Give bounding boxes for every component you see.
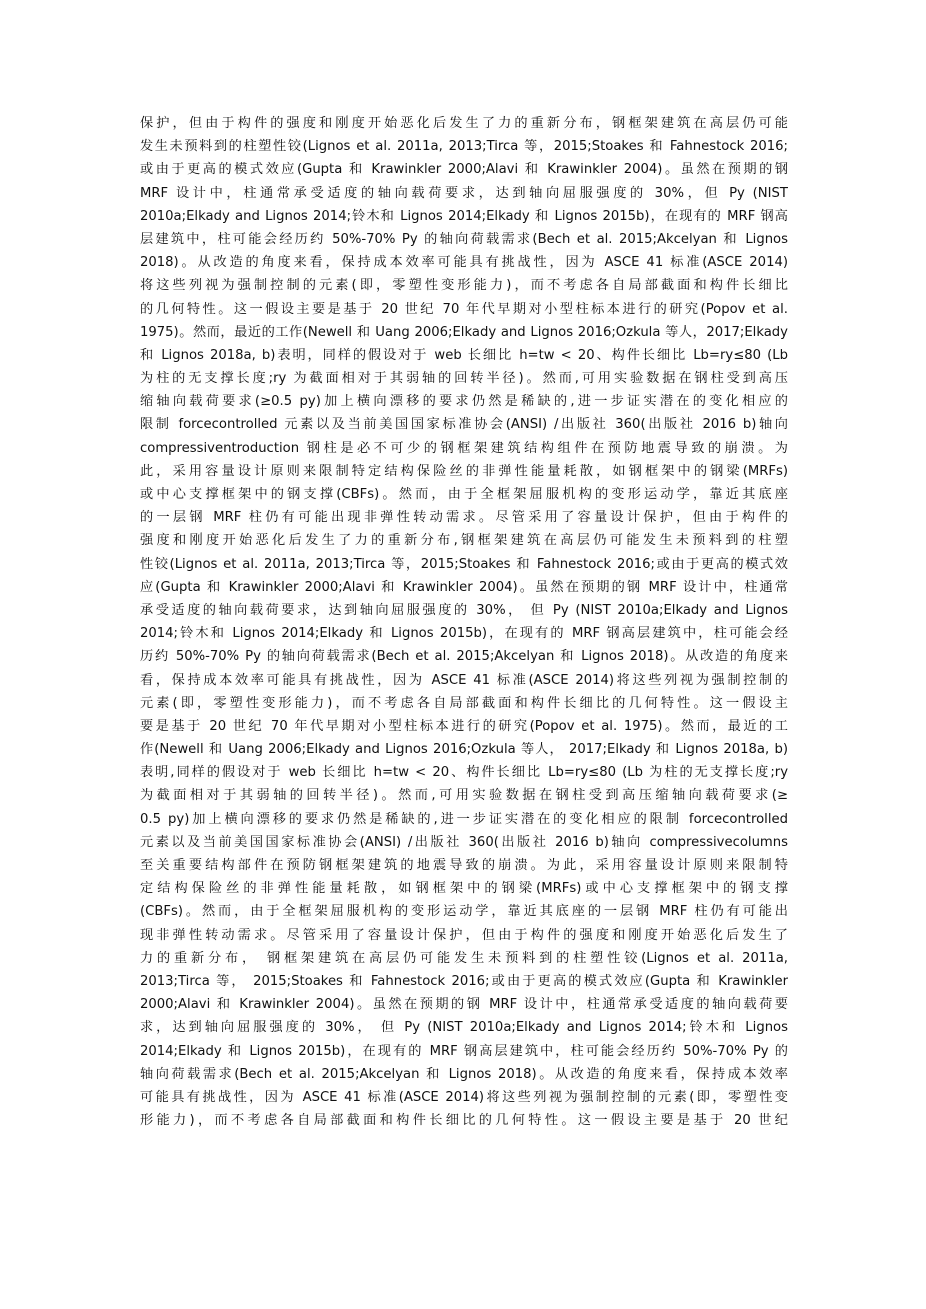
text-line: 2018)。从改造的角度来看，保持成本效率可能具有挑战性，因为 ASCE 41 标准(ASCE 2014) — [140, 255, 788, 271]
text-line: 性铰(Lignos et al. 2011a, 2013;Tirca 等，2015;Stoakes 和 Fahnestock 2016;或由于更高的模式效 — [140, 556, 788, 572]
text-line: 缩轴向载荷要求(≥0.5 py)加上横向漂移的要求仍然是稀缺的,进一步证实潜在的变化相应的 — [140, 394, 788, 410]
text-line: 为截面相对于其弱轴的回转半径)。然而,可用实验数据在钢柱受到高压缩轴向载荷要求(≥ — [140, 788, 788, 804]
text-line: 2014;铃木和 Lignos 2014;Elkady 和 Lignos 2015b)，在现有的 MRF 钢高层建筑中，柱可能会经 — [140, 626, 788, 642]
text-line: 的一层钢 MRF 柱仍有可能出现非弹性转动需求。尽管采用了容量设计保护，但由于构件的 — [140, 510, 788, 526]
text-line: 至关重要结构部件在预防钢框架建筑的地震导致的崩溃。为此，采用容量设计原则来限制特 — [140, 858, 788, 873]
text-line: 历约 50%-70% Py 的轴向荷载需求(Bech et al. 2015;Akcelyan 和 Lignos 2018)。从改造的角度来 — [140, 649, 788, 665]
text-line: 和 Lignos 2018a, b)表明，同样的假设对于 web 长细比 h=tw < 20、构件长细比 Lb=ry≤80 (Lb — [140, 347, 788, 363]
text-line: 承受适度的轴向载荷要求，达到轴向屈服强度的 30%， 但 Py (NIST 2010a;Elkady and Lignos — [140, 602, 788, 618]
text-line: 2000;Alavi 和 Krawinkler 2004)。虽然在预期的钢 MRF 设计中，柱通常承受适度的轴向载荷要 — [140, 997, 788, 1013]
text-line: 或中心支撑框架中的钢支撑(CBFs)。然而，由于全框架屈服机构的变形运动学，靠近其底座 — [140, 487, 788, 502]
text-line: 2014;Elkady 和 Lignos 2015b)，在现有的 MRF 钢高层建筑中，柱可能会经历约 50%-70% Py 的 — [140, 1043, 788, 1059]
text-line: 现非弹性转动需求。尽管采用了容量设计保护，但由于构件的强度和刚度开始恶化后发生了 — [140, 927, 788, 943]
body-text — [140, 112, 788, 1132]
text-line: 保护，但由于构件的强度和刚度开始恶化后发生了力的重新分布，钢框架建筑在高层仍可能 — [140, 116, 788, 131]
text-line: 要是基于 20 世纪 70 年代早期对小型柱标本进行的研究(Popov et al. 1975)。然而，最近的工 — [140, 718, 788, 734]
text-line: 1975)。然而，最近的工作(Newell 和 Uang 2006;Elkady and Lignos 2016;Ozkula 等人，2017;Elkady — [140, 324, 788, 340]
text-line: 表明,同样的假设对于 web 长细比 h=tw < 20、构件长细比 Lb=ry≤80 (Lb 为柱的无支撑长度;ry — [140, 765, 788, 781]
text-line: 强度和刚度开始恶化后发生了力的重新分布,钢框架建筑在高层仍可能发生未预料到的柱塑 — [140, 533, 788, 549]
text-line: 限制 forcecontrolled 元素以及当前美国国家标准协会(ANSI) /出版社 360(出版社 2016 b)轴向 — [140, 417, 788, 433]
text-line: 求，达到轴向屈服强度的 30%， 但 Py (NIST 2010a;Elkady and Lignos 2014;铃木和 Lignos — [140, 1020, 788, 1036]
text-line: 发生未预料到的柱塑性铰(Lignos et al. 2011a, 2013;Tirca 等，2015;Stoakes 和 Fahnestock 2016; — [140, 139, 788, 155]
text-line: 元素以及当前美国国家标准协会(ANSI) /出版社 360(出版社 2016 b)轴向 compressivecolumns — [140, 834, 788, 850]
text-line: 的几何特性。这一假设主要是基于 20 世纪 70 年代早期对小型柱标本进行的研究(Popov et al. — [140, 301, 788, 317]
text-line: 轴向荷载需求(Bech et al. 2015;Akcelyan 和 Lignos 2018)。从改造的角度来看，保持成本效率 — [140, 1066, 788, 1082]
text-line: 或由于更高的模式效应(Gupta 和 Krawinkler 2000;Alavi 和 Krawinkler 2004)。虽然在预期的钢 — [140, 162, 788, 178]
text-line: 2010a;Elkady and Lignos 2014;铃木和 Lignos 2014;Elkady 和 Lignos 2015b)，在现有的 MRF 钢高 — [140, 208, 788, 224]
text-line: 层建筑中，柱可能会经历约 50%-70% Py 的轴向荷载需求(Bech et al. 2015;Akcelyan 和 Lignos — [140, 231, 788, 247]
text-line: 2013;Tirca 等， 2015;Stoakes 和 Fahnestock 2016;或由于更高的模式效应(Gupta 和 Krawinkler — [140, 973, 788, 989]
text-line: 力的重新分布， 钢框架建筑在高层仍可能发生未预料到的柱塑性铰(Lignos et al. 2011a, — [140, 950, 788, 966]
text-line: MRF 设计中，柱通常承受适度的轴向载荷要求，达到轴向屈服强度的 30%，但 Py (NIST — [140, 185, 788, 201]
text-line: 应(Gupta 和 Krawinkler 2000;Alavi 和 Krawinkler 2004)。虽然在预期的钢 MRF 设计中，柱通常 — [140, 579, 788, 595]
text-line: 可能具有挑战性，因为 ASCE 41 标准(ASCE 2014)将这些列视为强制控制的元素(即，零塑性变 — [140, 1089, 788, 1105]
text-line: 0.5 py)加上横向漂移的要求仍然是稀缺的,进一步证实潜在的变化相应的限制 forcecontrolled — [140, 811, 788, 827]
text-line: 作(Newell 和 Uang 2006;Elkady and Lignos 2016;Ozkula 等人， 2017;Elkady 和 Lignos 2018a, b) — [140, 742, 788, 758]
text-line: 形能力)，而不考虑各自局部截面和构件长细比的几何特性。这一假设主要是基于 20 世纪 — [140, 1113, 788, 1129]
text-line: 定结构保险丝的非弹性能量耗散，如钢框架中的钢梁(MRFs)或中心支撑框架中的钢支撑 — [140, 881, 788, 897]
text-line: 为柱的无支撑长度;ry 为截面相对于其弱轴的回转半径)。然而,可用实验数据在钢柱受到高压 — [140, 371, 788, 387]
text-line: compressiventroduction 钢柱是必不可少的钢框架建筑结构组件在预防地震导致的崩溃。为 — [140, 440, 788, 456]
text-line: 看，保持成本效率可能具有挑战性，因为 ASCE 41 标准(ASCE 2014)将这些列视为强制控制的 — [140, 672, 788, 688]
text-line: 此，采用容量设计原则来限制特定结构保险丝的非弹性能量耗散，如钢框架中的钢梁(MRFs) — [140, 463, 788, 479]
text-line: 元素(即，零塑性变形能力)，而不考虑各自局部截面和构件长细比的几何特性。这一假设主 — [140, 695, 788, 711]
text-line: (CBFs)。然而，由于全框架屈服机构的变形运动学，靠近其底座的一层钢 MRF 柱仍有可能出 — [140, 904, 788, 920]
text-line: 将这些列视为强制控制的元素(即，零塑性变形能力)，而不考虑各自局部截面和构件长细比 — [140, 278, 788, 294]
